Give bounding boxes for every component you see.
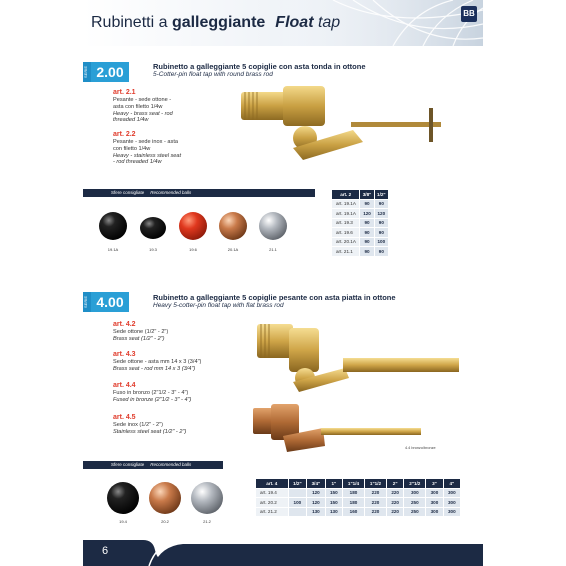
float-tap-heavy-image [253,318,463,458]
article-4-3 [113,350,233,373]
table-cell: 220 [387,488,404,498]
table-header: 2" [387,479,404,489]
table-cell: 130 [325,507,342,517]
table-row [256,498,461,508]
table-cell: 100 [374,237,388,247]
article-4-5 [113,413,233,436]
table-cell: 90 [360,218,374,228]
table-cell: 250 [404,498,426,508]
catalog-page [83,0,483,566]
article-2-2 [113,130,205,166]
table-cell: 90 [374,247,388,257]
article-line-en: Brass seat (1/2" - 2") [113,335,165,342]
table-header: 1/2" [288,479,307,489]
table-cell: 180 [342,488,364,498]
table-cell: 300 [443,507,460,517]
ball-19-4 [107,482,139,514]
table-cell: 220 [387,498,404,508]
spec-table-art-4 [255,478,461,517]
serie-tag-2 [83,62,129,82]
ball-caption: 19.4 [119,519,127,524]
page-header [83,0,483,46]
table-header: art. 4 [256,479,289,489]
ball-caption: 19.1A [107,247,119,252]
title-en-2: tap [313,14,341,31]
table-cell: 250 [404,507,426,517]
article-line: con filetto 1/4w [113,145,151,152]
balls-bar-it: Sfere consigliate [111,462,145,467]
serie-label: SERIE [83,292,91,312]
table-cell: art. 19.3 [332,218,360,228]
serie-tag-4 [83,292,129,312]
balls-row-1 [99,210,309,244]
table-header: 1"1/2 [364,479,386,489]
table-cell: 90 [360,199,374,209]
table-cell: 150 [325,488,342,498]
section2-title: Rubinetto a galleggiante 5 copiglie pesante con asta piatta in ottone [153,293,396,302]
section2-subtitle: Heavy 5-cotter-pin float tap with flat brass rod [153,302,284,309]
article-line-en: Fused in bronze (2"1/2 - 3" - 4") [113,396,192,403]
ball-20-1a [219,212,247,240]
ball-caption: 21.2 [203,519,211,524]
table-row [332,237,389,247]
table-cell: art. 21.2 [256,507,289,517]
table-cell: 180 [342,498,364,508]
table-cell: 120 [307,498,326,508]
table-cell: art. 20.1A [332,237,360,247]
article-2-1 [113,88,205,124]
table-header-row [256,479,461,489]
table-cell: 90 [374,228,388,238]
ball-19-3 [140,217,166,239]
ball-19-6 [179,212,207,240]
float-tap-image [233,78,453,178]
ball-21-2 [191,482,223,514]
table-cell: 100 [288,498,307,508]
ball-caption: 19.6 [189,247,197,252]
serie-label: SERIE [83,62,91,82]
table-header: 3" [426,479,443,489]
article-code: art. 4.2 [113,321,136,328]
title-en-1: Float [275,14,314,31]
ball-caption: 19.3 [149,247,157,252]
table-cell: 300 [443,488,460,498]
table-header: 4" [443,479,460,489]
table-cell: 130 [307,507,326,517]
article-line: asta con filetto 1/4w [113,103,163,110]
table-cell: 300 [404,488,426,498]
table-row [332,218,389,228]
ball-caption: 21.1 [269,247,277,252]
table-cell [288,488,307,498]
table-cell: 90 [374,199,388,209]
table-cell: art. 21.1 [332,247,360,257]
article-line-en: Stainless steel seat (1/2" - 2") [113,428,187,435]
table-cell: 160 [342,507,364,517]
table-header: 3/8" [360,190,374,200]
balls-bar-en: Recommended balls [150,190,192,195]
article-code: art. 4.3 [113,351,136,358]
article-4-4 [113,381,233,404]
table-header: 1"1/4 [342,479,364,489]
article-line-en: - rod threaded 1/4w [113,159,162,166]
table-cell: art. 20.2 [256,498,289,508]
page-number: 6 [102,545,109,557]
serie-number: 4.00 [91,292,129,312]
table-cell: 300 [443,498,460,508]
title-it-2: galleggiante [171,14,266,31]
serie-number: 2.00 [91,62,129,82]
table-cell: 90 [374,218,388,228]
article-code: art. 2.2 [113,131,136,138]
table-cell: 90 [360,228,374,238]
table-cell: 120 [374,209,388,219]
balls-bar-it: Sfere consigliate [111,190,145,195]
table-header: 2"1/2 [404,479,426,489]
article-line-en: threaded 1/4w [113,117,149,124]
table-row [332,199,389,209]
table-cell: art. 19.6 [332,228,360,238]
table-cell: 300 [426,507,443,517]
product-caption: 4.4 bronzo/bronze [405,446,436,450]
table-header-row [332,190,389,200]
table-row [256,488,461,498]
table-header: 1/2" [374,190,388,200]
page-footer [83,540,483,566]
balls-bar-en: Recommended balls [150,462,192,467]
table-cell: 220 [387,507,404,517]
table-cell: 220 [364,498,386,508]
table-row [332,247,389,257]
table-cell: 120 [307,488,326,498]
article-line: Pesante - sede inox - asta [113,139,178,145]
ball-20-2 [149,482,181,514]
table-cell: 120 [360,209,374,219]
table-cell: 90 [360,247,374,257]
spec-table-art-2 [331,189,389,257]
article-4-2 [113,320,233,343]
balls-row-2 [105,480,225,518]
table-cell: 90 [360,237,374,247]
recommended-balls-bar-2 [83,461,223,469]
table-row [332,228,389,238]
table-header: 1" [325,479,342,489]
table-header: 3/4" [307,479,326,489]
article-code: art. 2.1 [113,89,136,96]
table-row [256,507,461,517]
table-cell: art. 19.4 [256,488,289,498]
table-cell: 220 [364,488,386,498]
article-line: Sede ottone (1/2" - 2") [113,329,169,335]
section1-subtitle: 5-Cotter-pin float tap with round brass rod [153,71,273,78]
table-cell: art. 19.1A [332,209,360,219]
table-cell: 150 [325,498,342,508]
article-line: Sede ottone - asta mm 14 x 3 (3/4") [113,359,202,365]
title-it-1: Rubinetti a [91,14,172,31]
table-cell: art. 19.1A [332,199,360,209]
table-cell: 300 [426,498,443,508]
article-line: Pesante - sede ottone - [113,97,172,103]
article-line-en: Heavy - brass seat - rod [113,110,173,117]
article-code: art. 4.4 [113,382,136,389]
article-code: art. 4.5 [113,414,136,421]
article-line: Fuso in bronzo (2"1/2 - 3" - 4") [113,390,189,396]
ball-caption: 20.1A [227,247,239,252]
section1-title: Rubinetto a galleggiante 5 copiglie con asta tonda in ottone [153,62,366,71]
brand-logo: BB [461,6,477,22]
table-cell: 300 [426,488,443,498]
table-cell [288,507,307,517]
table-row [332,209,389,219]
ball-19-1a [99,212,127,240]
table-cell: 220 [364,507,386,517]
page-title [91,14,340,32]
article-line: Sede inox (1/2" - 2") [113,422,163,428]
ball-caption: 20.2 [161,519,169,524]
table-header: art. 2 [332,190,360,200]
article-line-en: Brass seat - rod mm 14 x 3 (3/4") [113,365,196,372]
article-line-en: Heavy - stainless steel seat [113,152,182,159]
ball-21-1 [259,212,287,240]
recommended-balls-bar [83,189,315,197]
